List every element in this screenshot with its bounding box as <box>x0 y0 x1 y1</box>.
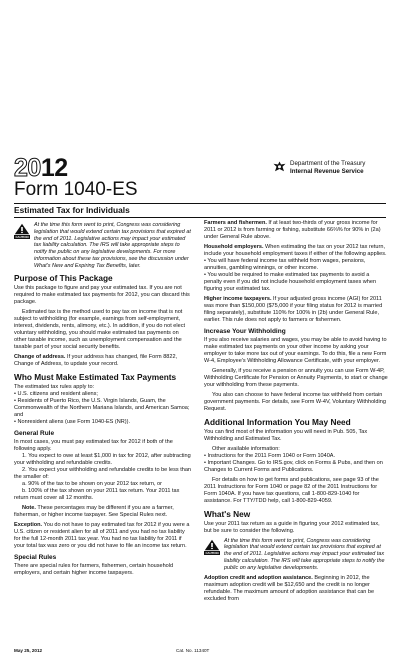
higher-income-paragraph: Higher income taxpayers. If your adjusted gross income (AGI) for 2011 was more than $150,000 ($75,000 if your filing status for 2012 is married filing separately), substitute 110% for 100% in (2b) under General Rule, earlier. This rule does not apply to farmers or fishermen. <box>204 295 383 323</box>
who-bullet-3: • Nonresident aliens (use Form 1040-ES (NR)). <box>14 418 131 425</box>
note-paragraph: Note. These percentages may be different if you are a farmer, fisherman, or higher income taxpayer. See Special Rules next. <box>14 504 174 518</box>
purpose-heading: Purpose of This Package <box>14 273 113 284</box>
agency-irs: Internal Revenue Service <box>290 168 364 176</box>
who-intro: The estimated tax rules apply to: <box>14 383 95 390</box>
caution-icon <box>204 539 220 555</box>
adoption-paragraph: Adoption credit and adoption assistance. Beginning in 2012, the maximum adoption credit will be $12,650 and the credit is no longer refundable. The maximum amount of adoption assistance that can be excluded from <box>204 575 375 603</box>
general-rule-item-b: b. 100% of the tax shown on your 2011 tax return. Your 2011 tax return must cover all 12 months. <box>14 487 180 501</box>
subtitle-rule <box>14 217 386 218</box>
caution-icon <box>14 223 30 239</box>
general-rule-item-1: 1. You expect to owe at least $1,000 in tax for 2012, after subtracting your withholding and refundable credits. <box>14 453 191 467</box>
who-bullet-2: • Residents of Puerto Rico, the U.S. Virgin Islands, Guam, the Commonwealth of the Northern Mariana Islands, and American Samoa; and <box>14 397 190 418</box>
caution-text-2: At the time this form went to print, Congress was considering legislation that would extend certain tax provisions that expired at the end of 2011. Legislative actions may impact your estimated tax liability calculation. The IRS will take appropriate steps to notify the public on any legislative developments. <box>224 537 385 571</box>
increase-paragraph-3: You also can choose to have federal income tax withheld from certain government payments. For details, see Form W-4V, Voluntary Withholding Request. <box>204 391 386 412</box>
right-column <box>204 220 388 606</box>
whats-new-heading: What's New <box>204 508 251 519</box>
who-bullet-1: • U.S. citizens and resident aliens; <box>14 390 98 397</box>
form-subtitle: Estimated Tax for Individuals <box>14 205 130 215</box>
caution-text: At the time this form went to print, Congress was considering legislation that would extend certain tax provisions that expired at the end of 2011. Legislative actions may impact your estimated tax liability calculation. The IRS will take appropriate steps to notify the public on any legislative developments. For more information about these tax provisions, see the discussion under What's New and Expiring Tax Benefits, later. <box>34 222 191 269</box>
left-column <box>14 222 192 580</box>
exception-paragraph: Exception. You do not have to pay estimated tax for 2012 if you were a U.S. citizen or resident alien for all of 2011 and you had no tax liability for the full 12-month 2011 tax year. You had no tax liability for 2011 if your total tax was zero or you did not have to file an income tax return. <box>14 521 190 549</box>
household-paragraph: Household employers. When estimating the tax on your 2012 tax return, include your household employment taxes if either of the following applies. <box>204 243 387 257</box>
header-rule <box>14 203 386 204</box>
additional-info-heading: Additional Information You May Need <box>204 416 351 427</box>
additional-paragraph-1: You can find most of the information you will need in Pub. 505, Tax Withholding and Estimated Tax. <box>204 428 368 442</box>
form-number: Form 1040-ES <box>14 179 138 200</box>
general-rule-item-2: 2. You expect your withholding and refundable credits to be less than the smaller of: <box>14 467 191 480</box>
additional-bullet-2: • Important Changes. Go to IRS.gov, click on Forms & Pubs, and then on Changes to Current Forms and Publications. <box>204 459 383 473</box>
household-bullet-1: • You will have federal income tax withheld from wages, pensions, annuities, gambling winnings, or other income. <box>204 257 366 271</box>
change-of-address: Change of address. If your address has changed, file Form 8822, Change of Address, to update your record. <box>14 354 178 368</box>
household-bullet-2: • You would be required to make estimated tax payments to avoid a penalty even if you did not include household employment taxes when figuring your estimated tax. <box>204 271 377 292</box>
increase-paragraph-1: If you also receive salaries and wages, you may be able to avoid having to make estimated tax payments on your other income by asking your employer to take more tax out of your earnings. To do this, file a new Form W-4, Employee's Withholding Allowance Certificate, with your employer. <box>204 336 387 364</box>
caution-label: CAUTION <box>15 235 29 239</box>
purpose-paragraph-1: Use this package to figure and pay your estimated tax. If you are not required to make estimated tax payments for 2012, you can discard this package. <box>14 285 190 306</box>
footer-cat-number: Cat. No. 11340T <box>176 648 210 653</box>
form-year: 2012 <box>14 154 68 182</box>
additional-paragraph-2: Other available information: <box>212 445 280 452</box>
agency-block <box>290 160 365 177</box>
special-rules-paragraph: There are special rules for farmers, fishermen, certain household employers, and certain higher income taxpayers. <box>14 563 174 577</box>
caution-label: CAUTION <box>205 550 219 555</box>
whats-new-paragraph: Use your 2011 tax return as a guide in figuring your 2012 estimated tax, but be sure to consider the following. <box>204 520 380 534</box>
agency-department: Department of the Treasury <box>290 160 366 167</box>
increase-withholding-heading: Increase Your Withholding <box>204 327 286 335</box>
additional-paragraph-3: For details on how to get forms and publications, see page 93 of the 2011 Instructions for Form 1040 or page 82 of the 2011 Instructions for Form 1040A. If you have tax questions, call 1-800-829-1040 for assistance. For TTY/TDD help, call 1-800-829-4059. <box>204 476 379 504</box>
increase-paragraph-2: Generally, if you receive a pension or annuity you can use Form W-4P, Withholding Certificate for Pension or Annuity Payments, to start or change your withholding from these payments. <box>204 367 388 388</box>
farmers-paragraph: Farmers and fishermen. If at least two-thirds of your gross income for 2011 or 2012 is from farming or fishing, substitute 66⅔% for 90% in (2a) under General Rule above. <box>204 220 381 240</box>
special-rules-heading: Special Rules <box>14 553 57 561</box>
purpose-paragraph-2: Estimated tax is the method used to pay tax on income that is not subject to withholding (for example, earnings from self-employment, interest, dividends, rents, alimony, etc.). In addition, if you do not elect voluntary withholding, you should make estimated tax payments on other taxable income, such as unemployment compensation and the taxable part of your social security benefits. <box>14 309 186 351</box>
additional-bullet-1: • Instructions for the 2011 Form 1040 or Form 1040A. <box>204 452 336 459</box>
irs-eagle-logo <box>272 160 287 175</box>
caution-box <box>14 222 192 269</box>
who-heading: Who Must Make Estimated Tax Payments <box>14 372 177 383</box>
general-rule-heading: General Rule <box>14 429 55 437</box>
caution-box-2 <box>204 538 388 572</box>
general-rule-item-a: a. 90% of the tax to be shown on your 2012 tax return, or <box>22 480 162 487</box>
footer-date: May 25, 2012 <box>14 648 43 653</box>
general-rule-intro: In most cases, you must pay estimated tax for 2012 if both of the following apply. <box>14 439 173 453</box>
